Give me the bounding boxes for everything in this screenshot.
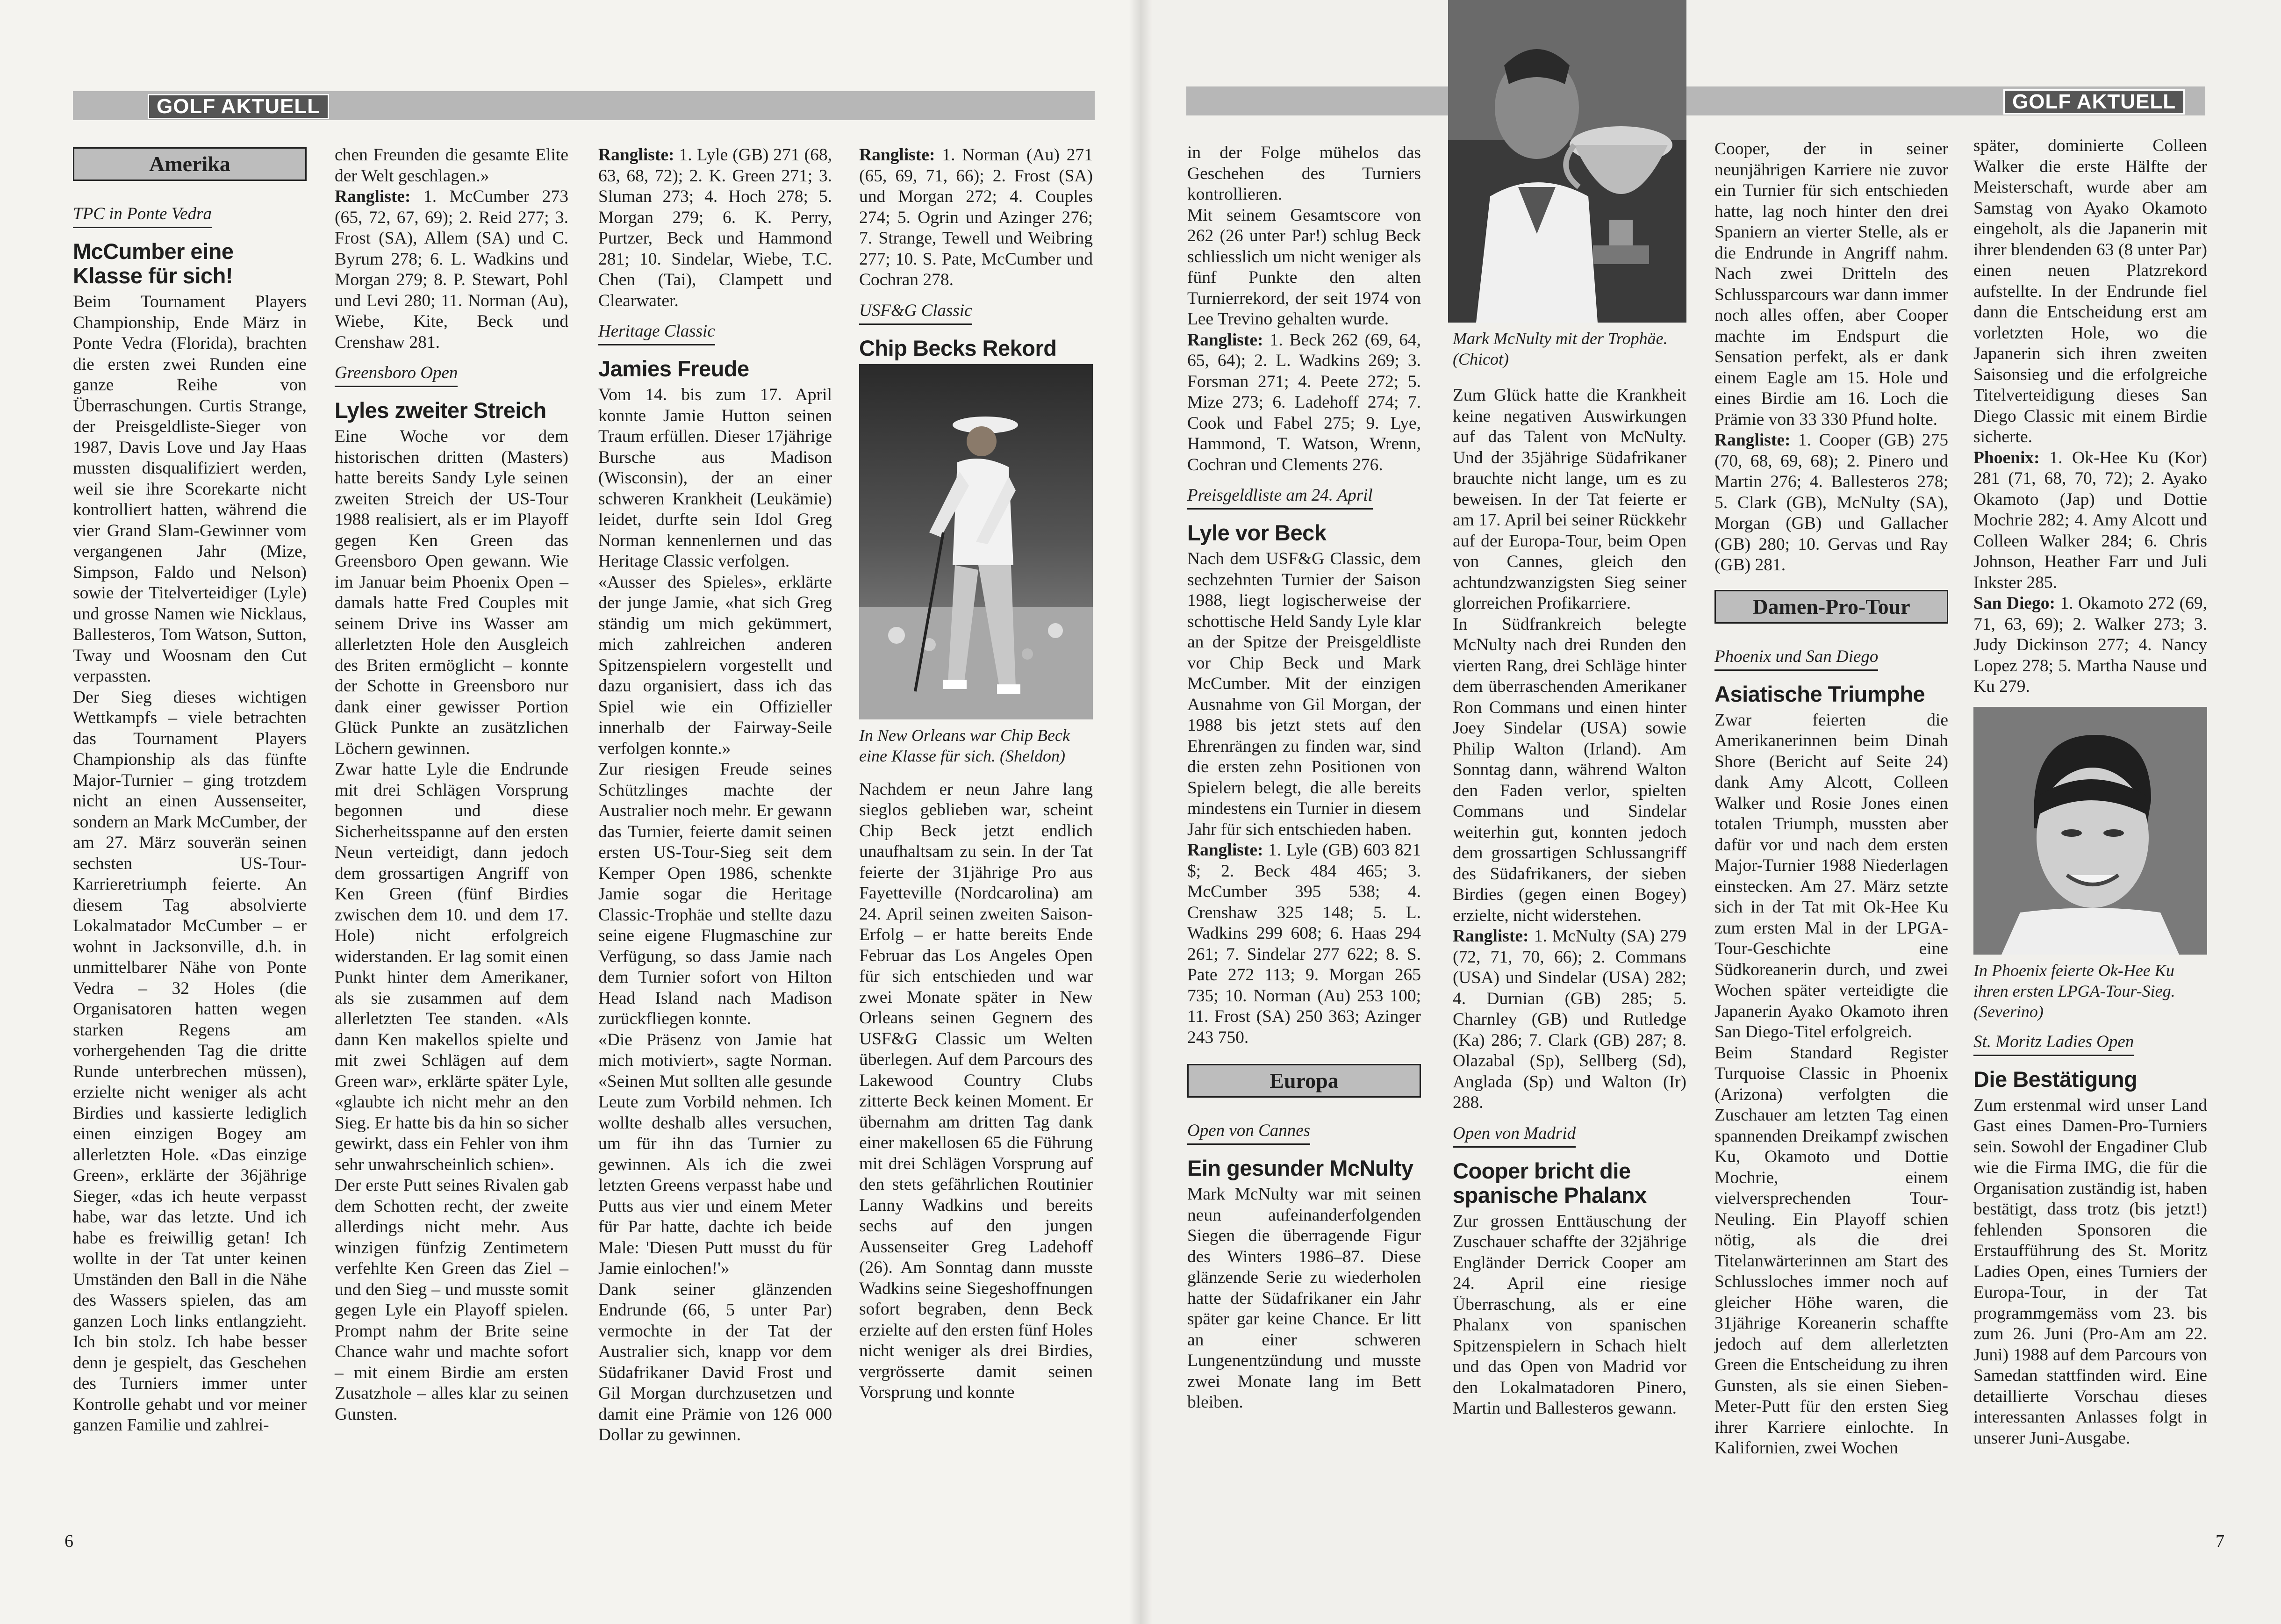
article-body: Zwar feierten die Amerikanerinnen beim Dinah Shore (Bericht auf Seite 24) dank Amy Alcott, Colleen Walker und Rosie Jones einen totalen Triumph, mussten aber dafür vor und nach dem ersten Major-Turnier 1988 Niederlagen einstecken. Am 27. März setzte sich in der Tat mit Ok-Hee Ku zum ersten Mal in der LPGA-Tour-Geschichte eine Südkoreanerin durch, und zwei Wochen später verteidigte die Japanerin Ayako Okamoto ihren San Diego-Titel erfolgreich. — [1714, 710, 1948, 1042]
ranking-san-diego — [1973, 593, 2207, 697]
ranking-text: 1. Lyle (GB) 271 (68, 63, 68, 72); 2. K. Green 271; 3. Sluman 273; 4. Hoch 278; 5. Morgan 279; 6. K. Perry, Purtzer, Beck und Hammond 281; 10. Sindelar, Wiebe, T.C. Chen (Tai), Clampett und Clearwater. — [598, 145, 832, 310]
article-body: Vom 14. bis zum 17. April konnte Jamie Hutton seinen Traum erfüllen. Dieser 17jährige Bursche aus Madison (Wisconsin), der an einer schweren Krankheit (Leukämie) leidet, durfte sein Idol Greg Norman kennenlernen und das Heritage Classic verfolgen. — [598, 385, 832, 571]
article-body: Eine Woche vor dem historischen dritten (Masters) hatte bereits Sandy Lyle seinen zweiten Streich der US-Tour 1988 realisiert, als er im Playoff gegen Ken Green das Greensboro Open gewann. Wie im Januar beim Phoenix Open – damals hatte Fred Couples mit seinem Drive ins Wasser am allerletzten Hole den Ausgleich des Briten ermöglicht – konnte der Schotte in Greensboro nur dank einer gewisser Portion Glück Punkte an zusätzlichen Löchern gewinnen. — [335, 427, 568, 758]
ranking-label: Rangliste: — [598, 145, 674, 165]
article-body: Zur grossen Enttäuschung der Zuschauer schaffte der 32jährige Engländer Derrick Cooper am 24. April eine riesige Überraschung, als er eine Phalanx von spanischen Spitzenspielern in Schach hielt und das Open von Madrid vor den Lokalmatadoren Pinero, Martin und Ballesteros gewann. — [1453, 1211, 1686, 1418]
section-header-europa: Europa — [1187, 1064, 1421, 1098]
photo-caption: In Phoenix feierte Ok-Hee Ku ihren ersten LPGA-Tour-Sieg. (Severino) — [1973, 961, 2175, 1021]
right-column-2 — [1453, 0, 1686, 1419]
page-gutter — [1129, 0, 1152, 1624]
kicker: USF&G Classic — [859, 300, 972, 325]
right-page — [1140, 0, 2281, 1624]
article-body: chen Freunden die gesamte Elite der Welt geschlagen.» — [335, 145, 568, 186]
article-body: Mit seinem Gesamtscore von 262 (26 unter Par!) schlug Beck schliesslich um nicht weniger als fünf Punkte den alten Turnierrekord, der seit 1974 von Lee Trevino gehalten wurde. — [1187, 205, 1421, 329]
article-body: «Die Präsenz von Jamie hat mich motiviert», sagte Norman. «Seinen Mut sollten alle gesunde Leute zum Vorbild nehmen. Ich wollte deshalb alles versuchen, um für ihn das Turnier zu gewinnen. Als ich die zwei letzten Greens verpasst habe und Putts aus vier und einem Meter für Par hatte, dachte ich beide Male: 'Diesen Putt musst du für Jamie einlochen!'» — [598, 1030, 832, 1278]
photo-mcnulty — [1448, 0, 1686, 323]
photo-chip-beck — [859, 364, 1093, 719]
ranking-label: Rangliste: — [1187, 841, 1263, 860]
article-body: Nachdem er neun Jahre lang sieglos geblieben war, scheint Chip Beck jetzt endlich unaufhaltsam zu sein. In der Tat feierte der 31jährige Pro aus Fayetteville (Nordcarolina) am 24. April seinen zweiten Saison-Erfolg – er hatte bereits Ende Februar das Los Angeles Open für sich entschieden und war zwei Monate später in New Orleans seinen Gegnern des USF&G Classic um Welten überlegen. Auf dem Parcours des Lakewood Country Clubs zitterte Beck keinen Moment. Er übernahm am dritten Tag dank einer makellosen 65 die Führung mit drei Schlägen Vorsprung auf den stets gefährlichen Routinier Lanny Wadkins und bereits sechs auf den jungen Aussenseiter Greg Ladehoff (26). Am Sonntag dann musste Wadkins seine Siegeshoffnungen sofort begraben, denn Beck erzielte auf den ersten fünf Holes nicht weniger als drei Birdies, vergrösserte damit seinen Vorsprung und konnte — [859, 779, 1093, 1402]
photo-ok-hee-ku — [1973, 707, 2207, 955]
headline: Chip Becks Rekord — [859, 335, 1057, 360]
section-header-damen-pro-tour: Damen-Pro-Tour — [1714, 590, 1948, 624]
article-body: Zwar hatte Lyle die Endrunde mit drei Schlägen Vorsprung begonnen und diese Sicherheitsspanne auf den ersten Neun verteidigt, dann jedoch dem grossartigen Angriff von Ken Green (fünf Birdies zwischen dem 10. und dem 17. Hole) nicht erfolgreich widerstanden. Er lag somit einen Punkt hinter dem Amerikaner, als sie zusammen auf dem allerletzten Tee standen. «Als dann Ken makellos spielte und mit zwei Schlägen auf dem Green war», erklärte später Lyle, «glaubte ich nicht mehr an den Sieg. Er hatte bis da hin so sicher gewirkt, dass ein Fehler von ihm sehr unwahrscheinlich schien». — [335, 760, 568, 1174]
kicker: Phoenix und San Diego — [1714, 646, 1878, 671]
ranking — [1187, 330, 1421, 476]
section-tag-right: GOLF AKTUELL — [2003, 89, 2185, 115]
headline: Cooper bricht die spanische Phalanx — [1453, 1158, 1647, 1207]
ranking-label: Rangliste: — [1187, 330, 1263, 350]
article-body: Mark McNulty war mit seinen neun aufeinanderfolgenden Siegen die überragende Figur des Winters 1986–87. Diese glänzende Serie zu wiederholen hatte der Südafrikaner ein Jahr später gar keine Chance. Er litt an einer schweren Lungenentzündung und musste zwei Monate lang im Bett bleiben. — [1187, 1185, 1421, 1412]
article-body: Der erste Putt seines Rivalen gab dem Schotten recht, der zweite allerdings nicht mehr. Aus winzigen fünfzig Zentimetern verfehlte Ken Green das Ziel – und den Sieg – und musste somit gegen Lyle ein Playoff spielen. Prompt nahm der Brite seine Chance wahr und machte sofort – mit einem Birdie am ersten Zusatzhole – alles klar zu seinen Gunsten. — [335, 1176, 568, 1424]
headline: Lyles zweiter Streich — [335, 398, 546, 423]
ranking — [335, 187, 568, 353]
ranking-label: Rangliste: — [335, 187, 411, 206]
left-page — [0, 0, 1140, 1624]
page-number-left: 6 — [65, 1531, 73, 1551]
headline: Ein gesunder McNulty — [1187, 1156, 1413, 1180]
ranking-text: 1. Lyle (GB) 603 821 $; 2. Beck 484 465; 3. McCumber 395 538; 4. Crenshaw 325 148; 5. L. Wadkins 299 608; 6. Haas 294 261; 7. Sindelar 277 622; 8. S. Pate 272 113; 9. Morgan 265 735; 10. Norman (Au) 253 100; 11. Frost (SA) 250 363; Azinger 243 750. — [1187, 841, 1421, 1047]
ranking-label: San Diego: — [1973, 594, 2056, 613]
page-number-right: 7 — [2216, 1531, 2224, 1551]
ranking-text: 1. McNulty (SA) 279 (72, 71, 70, 66); 2. Commans (USA) und Sindelar (USA) 282; 4. Durnian (GB) 285; 5. Charnley (GB) und Rutledge (Ka) 286; 7. Clark (GB) 287; 8. Olazabal (Sp), Sellberg (Sd), Anglada (Sp) und Walton (Ir) 288. — [1453, 927, 1686, 1112]
mcnulty-trophy-image — [1448, 0, 1686, 323]
ranking — [1187, 840, 1421, 1048]
right-column-1 — [1187, 143, 1421, 1413]
headline: Asiatische Triumphe — [1714, 681, 1925, 706]
ranking — [1453, 926, 1686, 1114]
left-column-1 — [73, 147, 307, 1436]
article-body: Cooper, der in seiner neunjährigen Karriere nie zuvor ein Turnier für sich entschieden hatte, lag noch hinter den drei Spaniern an vierter Stelle, als er die Endrunde in Angriff nahm. Nach zwei Dritteln des Schlussparcours war dann immer noch alles offen, aber Cooper machte im Endspurt die Sensation perfekt, als er dank einem Eagle am 15. Hole und eines Birdie am 16. Loch die Prämie von 33 330 Pfund holte. — [1714, 139, 1948, 429]
article-body: Zum erstenmal wird unser Land Gast eines Damen-Pro-Turniers sein. Sowohl der Engadiner Club wie die Firma IMG, die für die Organisation zuständig ist, haben bestätigt, dass trotz (bis jetzt!) fehlenden Sponsoren die Erstaufführung des St. Moritz Ladies Open, eines Turniers der Europa-Tour, in der Tat programmgemäss vom 23. bis zum 26. Juni (Pro-Am am 22. Juni) 1988 auf dem Parcours von Samedan stattfinden wird. Eine detaillierte Vorschau dieses interessanten Anlasses folgt in unserer Juni-Ausgabe. — [1973, 1095, 2207, 1448]
header-band-left — [73, 91, 1095, 120]
ranking-text: 1. Okamoto 272 (69, 71, 63, 69); 2. Walker 273; 3. Judy Dickinson 277; 4. Nancy Lopez 278; 5. Martha Nause und Ku 279. — [1973, 594, 2207, 696]
photo-caption: In New Orleans war Chip Beck eine Klasse für sich. (Sheldon) — [859, 726, 1070, 765]
ranking-label: Rangliste: — [859, 145, 935, 165]
ok-hee-ku-portrait-image — [1973, 707, 2207, 955]
ranking-text: 1. Ok-Hee Ku (Kor) 281 (71, 68, 70, 72); 2. Ayako Okamoto (Jap) und Dottie Mochrie 282; 4. Amy Alcott und Colleen Walker 284; 6. Chris Johnson, Heather Farr und Juli Inkster 285. — [1973, 448, 2207, 592]
kicker: Open von Cannes — [1187, 1120, 1310, 1145]
section-tag-left: GOLF AKTUELL — [148, 94, 329, 119]
header-band-right — [1186, 86, 2205, 115]
article-body: Zur riesigen Freude seines Schützlinges machte der Australier noch mehr. Er gewann das Turnier, feierte damit seinen ersten US-Tour-Sieg seit dem Kemper Open 1986, schenkte Jamie sogar die Heritage Classic-Trophäe und stellte dazu seine eigene Flugmaschine zur Verfügung, so dass Jamie nach dem Turnier sofort von Hilton Head Island nach Madison zurückfliegen konnte. — [598, 760, 832, 1028]
kicker: TPC in Ponte Vedra — [73, 203, 212, 228]
right-column-3 — [1714, 139, 1948, 1459]
article-body: Dank seiner glänzenden Endrunde (66, 5 unter Par) vermochte in der Tat der Australier sich, knapp vor dem Südafrikaner David Frost und Gil Morgan durchzusetzen und damit eine Prämie von 126 000 Dollar zu gewinnen. — [598, 1279, 832, 1444]
left-column-4 — [859, 145, 1093, 1403]
ranking-text: 1. Cooper (GB) 275 (70, 68, 69, 68); 2. Pinero und Martin 276; 4. Ballesteros 278; 5. Clark (GB), McNulty (SA), Morgan (GB) und Gallacher (GB) 280; 10. Gervas und Ray (GB) 281. — [1714, 431, 1949, 575]
kicker: St. Moritz Ladies Open — [1973, 1031, 2134, 1056]
ranking-label: Rangliste: — [1714, 431, 1791, 450]
ranking-phoenix — [1973, 448, 2207, 594]
article-body: Nach dem USF&G Classic, dem sechzehnten Turnier der Saison 1988, liegt logischerweise der schottische Held Sandy Lyle klar an der Spitze der Preisgeldliste vor Chip Beck und Mark McCumber. Mit der einzigen Ausnahme von Gil Morgan, der 1988 bis jetzt stets auf den Ehrenrängen zu finden war, sind die ersten zehn Positionen von Spielern belegt, die alle bereits mindestens ein Turnier in diesem Jahr für sich entschieden haben. — [1187, 549, 1421, 839]
left-column-2 — [335, 145, 568, 1425]
article-body: Der Sieg dieses wichtigen Wettkampfs – viele betrachten das Tournament Players Championship als das fünfte Major-Turnier – ging trotzdem nicht an einen Aussenseiter, sondern an Mark McCumber, der am 27. März souverän seinen sechsten US-Tour-Karrieretriumph feierte. An diesem Tag absolvierte Lokalmatador McCumber – er wohnt in Jacksonville, d.h. in unmittelbarer Nähe von Ponte Vedra – 32 Holes (die Organisatoren hatten wegen starken Regens am vorhergehenden Tag die dritte Runde unterbrechen müssen), erzielte nicht weniger als acht Birdies und kassierte lediglich einen einzigen Bogey am allerletzten Hole. «Das einzige Green», erklärte der 36jährige Sieger, «das ich heute verpasst habe, war das letzte. Und ich habe es freiwillig getan! Ich wollte in der Tat unter keinen Umständen den Ball in die Nähe des Wassers spielen, das am ganzen Loch links entlangzieht. Ich bin stolz. Ich habe besser denn je gespielt, das Geschehen des Turniers immer unter Kontrolle gehabt und vor meiner ganzen Familie und zahlrei- — [73, 687, 307, 1435]
ranking — [859, 145, 1093, 291]
section-header-amerika: Amerika — [73, 147, 307, 181]
ranking-text: 1. Beck 262 (69, 64, 65, 64); 2. L. Wadkins 269; 3. Forsman 271; 4. Peete 272; 5. Mize 273; 6. Ladehoff 274; 7. Cook und Fabel 275; 9. Lye, Hammond, T. Watson, Wrenn, Cochran und Clements 276. — [1187, 330, 1421, 474]
headline: Lyle vor Beck — [1187, 520, 1327, 545]
kicker: Heritage Classic — [598, 321, 715, 345]
headline: Die Bestätigung — [1973, 1066, 2138, 1092]
kicker: Open von Madrid — [1453, 1123, 1576, 1148]
headline: Jamies Freude — [598, 356, 749, 381]
headline: McCumber eine Klasse für sich! — [73, 239, 234, 288]
ranking — [1714, 430, 1948, 576]
article-body: später, dominierte Colleen Walker die erste Hälfte der Meisterschaft, wurde aber am Samstag von Ayako Okamoto eingeholt, als die Japanerin mit ihrer blendenden 63 (8 unter Par) einen neuen Platzrekord aufstellte. In der Endrunde fiel dann die Entscheidung erst am vorletzten Hole, wo die Japanerin sich ihren zweiten Saisonsieg und die erfolgreiche Titelverteidigung dieses San Diego Classic mit einem Birdie sicherte. — [1973, 136, 2207, 446]
article-body: in der Folge mühelos das Geschehen des Turniers kontrollieren. — [1187, 143, 1421, 204]
article-body: Beim Standard Register Turquoise Classic in Phoenix (Arizona) verfolgten die Zuschauer am letzten Tag einen spannenden Dreikampf zwischen Ku, Okamoto und Dottie Mochrie, einem vielversprechenden Tour-Neuling. Ein Playoff schien nötig, als die drei Titelanwärterinnen am Start des Schlussloches immer noch auf gleicher Höhe waren, die 31jährige Koreanerin schaffte jedoch auf dem allerletzten Green die Entscheidung zu ihren Gunsten, als sie einen Sieben-Meter-Putt für den ersten Sieg ihrer Karriere einlochte. In Kalifornien, zwei Wochen — [1714, 1043, 1948, 1458]
ranking — [598, 145, 832, 311]
article-body: Zum Glück hatte die Krankheit keine negativen Auswirkungen auf das Talent von McNulty. Und der 35jährige Südafrikaner brauchte nicht lange, um es zu beweisen. In der Tat feierte er am 17. April bei seiner Rückkehr auf der Europa-Tour, beim Open von Cannes, gleich den achtundzwanzigsten Sieg seiner glorreichen Profikarriere. — [1453, 386, 1686, 613]
golfer-photo-image — [859, 364, 1093, 719]
article-body: Beim Tournament Players Championship, Ende März in Ponte Vedra (Florida), brachten die ersten zwei Runden eine ganze Reihe von Überraschungen. Curtis Strange, der Preisgeldliste-Sieger von 1987, Davis Love und Jay Haas mussten disqualifiziert werden, weil sie ihre Scorekarte nicht kontrolliert hatten, während die vier Grand Slam-Gewinner vom vergangenen Jahr (Mize, Simpson, Faldo und Nelson) sowie der Titelverteidiger (Lyle) und grosse Namen wie Nicklaus, Ballesteros, Tom Watson, Sutton, Tway und Woosnam den Cut verpassten. — [73, 292, 307, 686]
ranking-text: 1. Norman (Au) 271 (65, 69, 71, 66); 2. Frost (SA) und Morgan 272; 4. Couples 274; 5. Ogrin und Azinger 276; 7. Strange, Tewell und Weibring 277; 10. S. Pate, McCumber und Cochran 278. — [859, 145, 1093, 289]
article-body: In Südfrankreich belegte McNulty nach drei Runden den vierten Rang, drei Schläge hinter dem überraschenden Amerikaner Ron Commans und einen hinter Joey Sindelar (USA) sowie Philip Walton (Irland). Am Sonntag dann, während Walton den Faden verlor, spielten Commans und Sindelar weiterhin gut, konnten jedoch dem grossartigen Schlussangriff des Südafrikaners, der sieben Birdies (gegen einen Bogey) erzielte, nicht widerstehen. — [1453, 614, 1686, 925]
ranking-text: 1. McCumber 273 (65, 72, 67, 69); 2. Reid 277; 3. Frost (SA), Allem (SA) und C. Byrum 278; 6. L. Wadkins und Morgan 279; 8. P. Stewart, Pohl und Levi 280; 11. Norman (Au), Wiebe, Kite, Beck und Crenshaw 281. — [335, 187, 568, 352]
ranking-label: Rangliste: — [1453, 927, 1529, 946]
left-column-3 — [598, 145, 832, 1446]
kicker: Preisgeldliste am 24. April — [1187, 485, 1373, 510]
ranking-label: Phoenix: — [1973, 448, 2040, 467]
article-body: «Ausser des Spieles», erklärte der junge Jamie, «hat sich Greg ständig um mich gekümmert, mich zahlreichen anderen Spitzenspielern vorgestellt und dazu organisiert, dass ich das Spiel wie ein Offizieller innerhalb der Fairway-Seile verfolgen konnte.» — [598, 572, 832, 758]
kicker: Greensboro Open — [335, 362, 458, 387]
right-column-4 — [1973, 136, 2207, 1449]
photo-caption: Mark McNulty mit der Trophäe. (Chicot) — [1453, 329, 1668, 368]
